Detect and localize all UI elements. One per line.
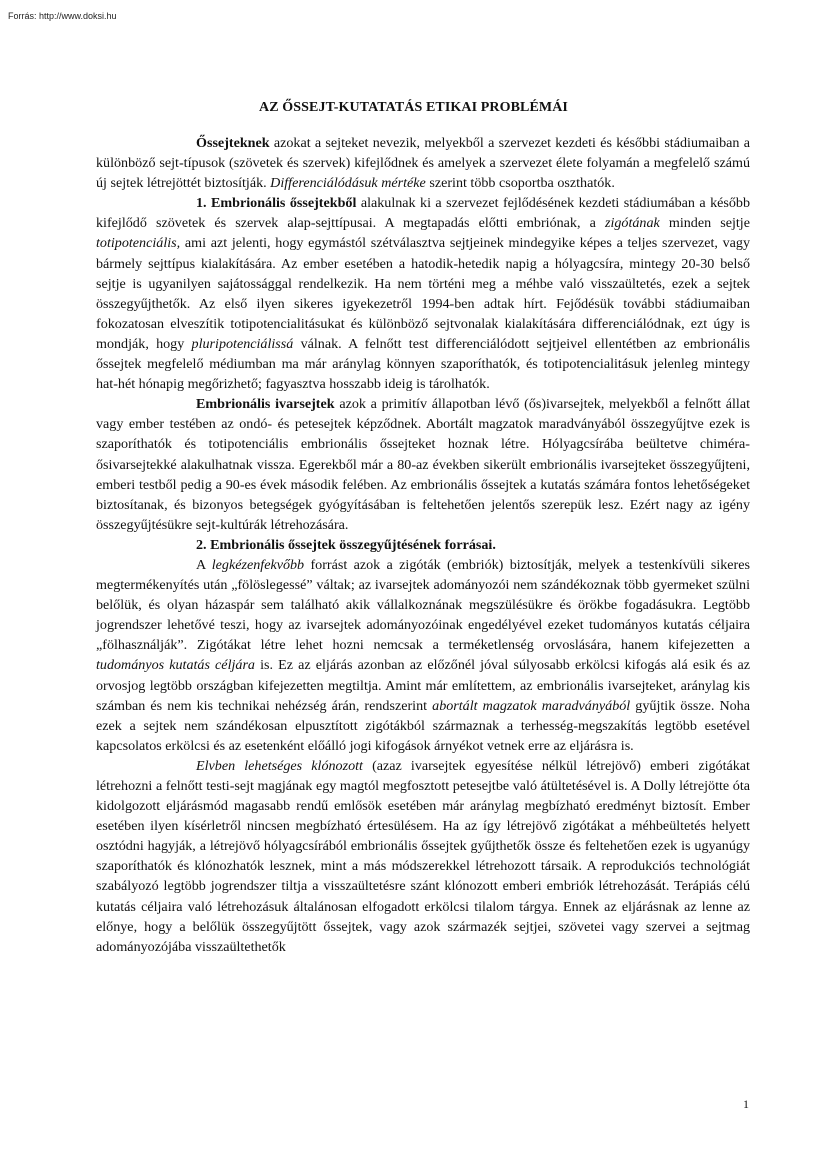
text-run: azokat a sejteket nevezik, melyekből a szervezet kezdeti és későbbi stádiumaiban a különböző sejt-típusok (szövetek és szervek) kifejlődnek és amelyek a szervezet élete folyamán a megfelelő számú új sejtek létrejöttét biztosítják. [96,135,750,192]
text-run: minden sejtje [659,215,750,232]
paragraph-sources [96,555,750,756]
bold-run: Őssejteknek [196,135,270,151]
italic-run: tudományos kutatás céljára [96,657,255,674]
text-run: azok a primitív állapotban lévő (ős)ivarsejtek, melyekből a felnőtt állat vagy ember testében az ondó- és petesejtek képződnek. Abortált magzatok maradványából összegyűjtve ezek is szaporíthatók és totipotenciális embrionális őssejteket hoznak létre. Hólyagcsírába beültetve chiméra-ősivarsejtekké alakulhatnak vissza. Egerekből már a 80-az években sikerült embrionális ivarsejteket összegyűjteni, emberi testből pedig a 90-es évek második felében. Az embrionális őssejtek a kutatás számára fontos lehetőségeket biztosítanak, és bizonyos betegségek gyógyításában is feltehetően jelentős szerepük lesz. Ezért nagy az igény összegyűjtésükre sejt-kultúrák létrehozására. [96,396,750,533]
italic-run: totipotenciális, [96,235,181,252]
section-heading-sources [96,535,750,555]
text-run: válnak. A felnőtt test differenciálódott sejtjeivel ellentétben az embrionális őssejtek megfelelő médiumban ma már aránylag könnyen szaporíthatók, és totipotencialitásuk jelenleg mintegy hat-hét hónapig megőrizhető; fagyasztva hosszabb ideig is tárolhatók. [96,335,750,393]
paragraph-intro [96,133,750,193]
italic-run: legkézenfekvőbb [211,556,305,573]
document-title: AZ ŐSSEJT-KUTATATÁS ETIKAI PROBLÉMÁI [259,100,568,115]
bold-run: Embrionális ivarsejtek [196,396,335,413]
bold-run: 1. Embrionális őssejtekből [196,195,357,212]
italic-run: Elvben lehetséges klónozott [196,757,363,774]
italic-run: pluripotenciálissá [191,335,294,352]
source-line: Forrás: http://www.doksi.hu [8,11,117,21]
text-run: ami azt jelenti, hogy egymástól szétválasztva sejtjeinek mindegyike képes a teljes szervezet, vagy bármely sejttípus kialakítására. Az ember esetében a hatodik-hetedik napig a hólyagcsíra, mintegy 20-30 belső sejtje is ugyanilyen sajátossággal rendelkezik. Ha nem történi meg a méhbe való visszaültetés, ezek a sejtek összegyűjthetők. Az első ilyen sikeres igyekezetről 1994-ben adtak hírt. Fejődésük további stádiumaiban fokozatosan elveszítik totipotencialitásukat és különböző sejtvonalak kialakítására differenciálódnak, ezt úgy is mondják, hogy [96,235,750,352]
paragraph-cloning [96,756,750,957]
paragraph-embryonic-stem-cells [96,193,750,394]
paragraph-embryonic-germ-cells [96,394,750,535]
document-body [96,133,750,957]
text-run: gyűjtik össze. Noha ezek a sejtek nem szándékosan elpusztított zigótákból származnak a terhesség-megszakítás legtöbb esetével kapcsolatos erkölcsi és az esetenként előálló jogi kifogások árnyékot vetnek erre az eljárásra is. [96,697,750,754]
text-run: alakulnak ki a szervezet fejlődésének kezdeti stádiumában a később kifejlődő szövetek és szervek alap-sejttípusai. A megtapadás előtti embriónak, a [96,195,750,232]
italic-run: zigótának [604,215,660,232]
text-run: forrást azok a zigóták (embriók) biztosítják, melyek a testenkívüli sikeres megtermékenyítés után „fölöslegessé” váltak; az ivarsejtek adományozói nem szándékoznak több gyermeket szülni belőlük, és olyan házaspár sem található akik vállalkoznának megszülésükre és örökbe fogadásukra. Legtöbb jogrendszer lehetővé teszi, hogy az ivarsejtek adományozóinak engedélyével ezeket tudományos kutatás céljaira „fölhasználják”. Zigótákat létre lehet hozni nemcsak a terméketlenség orvoslására, hanem kifejezetten a [96,556,750,654]
text-run: szerint több csoportba oszthatók. [425,175,615,192]
page-number: 1 [743,1097,749,1111]
bold-run: 2. Embrionális őssejtek összegyűjtésének forrásai. [196,536,496,553]
text-run: A [196,556,212,573]
italic-run: Differenciálódásuk mértéke [270,175,426,192]
text-run: (azaz ivarsejtek egyesítése nélkül létrejövő) emberi zigótákat létrehozni a felnőtt testi-sejt magjának egy magtól megfosztott petesejtbe való átültetésével is. A Dolly létrejötte óta kidolgozott eljárásmód magasabb rendű emlősök esetében már aránylag megbízható eredményt biztosít. Ember esetében ilyen kísérletről nincsen megbízható értesülésem. Ha az így létrejövő zigótákat a méhbeültetés helyett osztódni hagyják, a létrejövő hólyagcsírából embrionális őssejtek gyűjthetők össze és feltehetően ezek is ugyanúgy szaporíthatók és klónozhatók lesznek, mint a más módszerekkel létrehozott társaik. A reprodukciós technológiát szabályozó legtöbb jogrendszer tiltja a visszaültetésre szánt klónozott emberi embriók létrehozását. Terápiás célú kutatás céljaira való létrehozásuk általánosan elfogadott erkölcsi tilalom tárgya. Ennek az eljárásnak az lenne az előnye, hogy a belőlük összegyűjtött őssejtek, vagy azok származék sejtjei, szövetei vagy szervei a sejtmag adományozójába visszaültethetők [96,757,750,955]
text-run: is. Ez az eljárás azonban az előzőnél jóval súlyosabb erkölcsi kifogás alá esik és az orvosjog legtöbb országban kifejezetten megtiltja. Amint már említettem, az embrionális ivarsejteket, aránylag kis számban és nem kis technikai nehézség árán, rendszerint [96,657,751,714]
italic-run: abortált magzatok maradványából [432,697,631,714]
